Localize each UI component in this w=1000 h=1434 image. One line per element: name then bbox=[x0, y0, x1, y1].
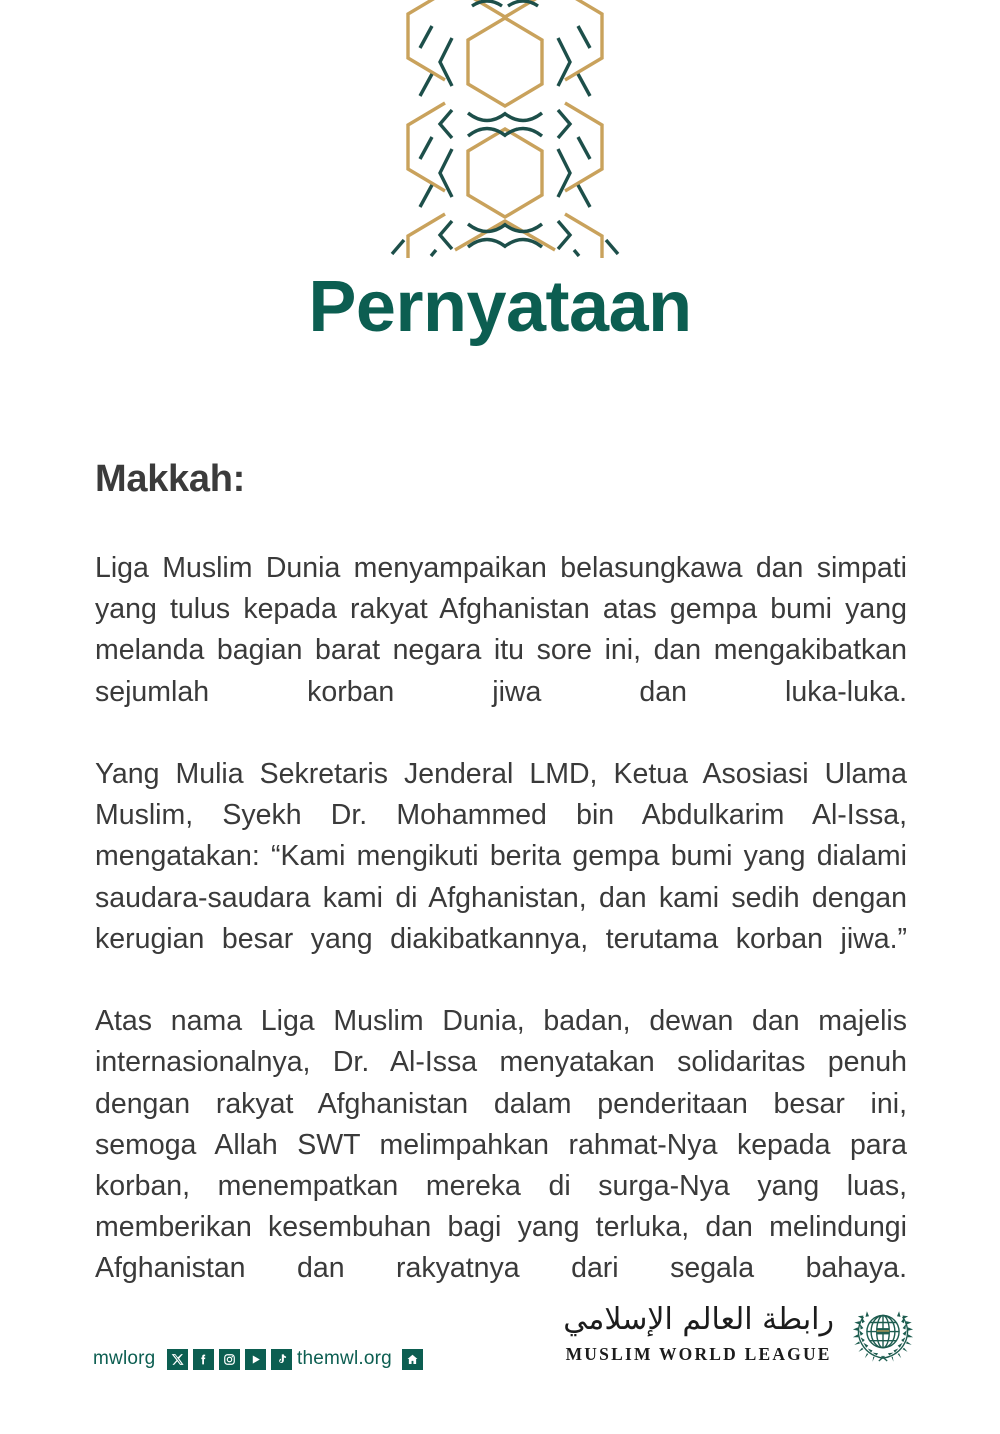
home-glyph bbox=[406, 1353, 419, 1366]
tiktok-icon[interactable] bbox=[271, 1349, 292, 1370]
website-label: themwl.org bbox=[297, 1348, 392, 1369]
home-icon[interactable] bbox=[402, 1349, 423, 1370]
decorative-header-ornament bbox=[0, 0, 1000, 258]
mwl-logo bbox=[563, 1298, 918, 1368]
x-twitter-icon[interactable] bbox=[167, 1349, 188, 1370]
logo-arabic-text: رابطة العالم الإسلامي bbox=[563, 1301, 834, 1337]
social-links-group bbox=[93, 1348, 297, 1370]
facebook-glyph bbox=[197, 1353, 210, 1366]
statement-body bbox=[95, 548, 907, 1331]
logo-wordmark bbox=[563, 1301, 834, 1366]
instagram-icon[interactable] bbox=[219, 1349, 240, 1370]
ornament-svg bbox=[0, 0, 1000, 258]
statement-paragraph: Yang Mulia Sekretaris Jenderal LMD, Ketua Asosiasi Ulama Muslim, Syekh Dr. Mohammed bin Abdulkarim Al-Issa, mengatakan: “Kami mengikuti berita gempa bumi yang dialami saudara-saudara kami di Afghanistan, dan kami sedih dengan kerugian besar yang diakibatkannya, terutama korban jiwa.” bbox=[95, 758, 907, 955]
globe-laurel-emblem bbox=[848, 1298, 918, 1368]
page-title: Pernyataan bbox=[308, 267, 692, 347]
website-link-group[interactable] bbox=[297, 1348, 428, 1370]
logo-english-text: MUSLIM WORLD LEAGUE bbox=[565, 1344, 832, 1365]
page-footer bbox=[0, 1290, 1000, 1400]
dateline-heading: Makkah: bbox=[95, 458, 245, 500]
statement-paragraph: Atas nama Liga Muslim Dunia, badan, dewan dan majelis internasionalnya, Dr. Al-Issa menyatakan solidaritas penuh dengan rakyat Afghanistan dalam penderitaan besar ini, semoga Allah SWT melimpahkan rahmat-Nya kepada para korban, menempatkan mereka di surga-Nya yang luas, memberikan kesembuhan bagi yang terluka, dan melindungi Afghanistan dan rakyatnya dari segala bahaya. bbox=[95, 1005, 907, 1285]
youtube-icon[interactable] bbox=[245, 1349, 266, 1370]
x-twitter-glyph bbox=[171, 1353, 184, 1366]
facebook-icon[interactable] bbox=[193, 1349, 214, 1370]
youtube-play-glyph bbox=[249, 1353, 262, 1366]
tiktok-glyph bbox=[275, 1353, 288, 1366]
social-handle-label: mwlorg bbox=[93, 1348, 156, 1369]
statement-paragraph: Liga Muslim Dunia menyampaikan belasungkawa dan simpati yang tulus kepada rakyat Afghanistan atas gempa bumi yang melanda bagian barat negara itu sore ini, dan mengakibatkan sejumlah korban jiwa dan luka-luka. bbox=[95, 552, 907, 708]
instagram-glyph bbox=[223, 1353, 236, 1366]
